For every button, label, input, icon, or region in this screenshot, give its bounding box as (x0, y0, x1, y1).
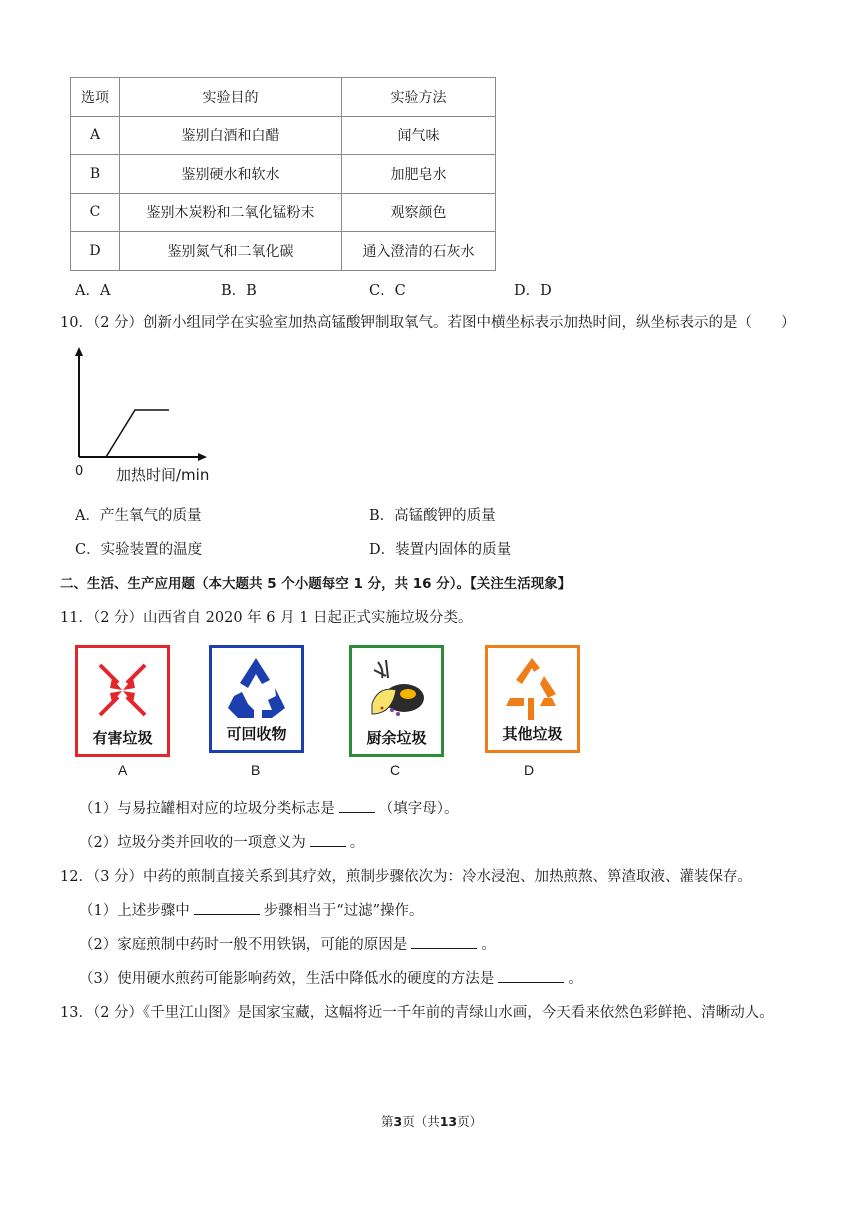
q12-sub1-text: （1）上述步骤中 (79, 903, 190, 919)
q11-sub2-text: （2）垃圾分类并回收的一项意义为 (79, 835, 306, 851)
footer-prefix: 第 (381, 1114, 394, 1129)
table-row (71, 193, 496, 232)
q12-sub3 (79, 967, 583, 988)
table-cell: 鉴别硬水和软水 (120, 155, 342, 194)
graph-x-label: 加热时间/min (116, 466, 210, 484)
sign-letter-a: A (118, 762, 128, 778)
q11-sub2-suffix: 。 (349, 835, 365, 851)
q12-sub1-suffix: 步骤相当于“过滤”操作。 (263, 903, 424, 919)
q12-sub3-text: （3）使用硬水煎药可能影响药效，生活中降低水的硬度的方法是 (79, 971, 495, 987)
other-waste-sign (485, 645, 580, 753)
table-row (71, 116, 496, 155)
recycle-icon (212, 648, 301, 728)
q9-option-a: A．A (75, 283, 111, 299)
page-number: 3 (393, 1114, 403, 1129)
table-cell: B (71, 155, 120, 194)
table-header-cell: 实验方法 (342, 78, 496, 117)
q10-option-d: D．装置内固体的质量 (369, 542, 512, 558)
hazardous-waste-sign (75, 645, 170, 757)
graph-origin-label: 0 (75, 464, 84, 479)
table-cell: D (71, 232, 120, 271)
q12-sub2 (79, 933, 496, 954)
sign-label: 厨余垃圾 (366, 729, 427, 747)
q10-stem: 10．（2 分）创新小组同学在实验室加热高锰酸钾制取氧气。若图中横坐标表示加热时间，纵坐标表示的是（ ） (60, 315, 796, 331)
table-cell: 鉴别氮气和二氧化碳 (120, 232, 342, 271)
table-cell: C (71, 193, 120, 232)
table-cell: 观察颜色 (342, 193, 496, 232)
answer-blank[interactable] (310, 834, 346, 847)
footer-suffix: 页） (457, 1114, 483, 1129)
q10-option-b: B．高锰酸钾的质量 (369, 508, 496, 524)
q9-option-c: C．C (369, 283, 406, 299)
q12-stem: 12．（3 分）中药的煎制直接关系到其疗效，煎制步骤依次为：冷水浸泡、加热煎熬、箅渣取液、灌装保存。 (60, 869, 753, 885)
sign-label: 有害垃圾 (92, 729, 153, 747)
x-axis-arrow (198, 453, 207, 461)
graph-curve (106, 410, 169, 457)
q12-sub2-suffix: 。 (481, 937, 496, 953)
q12-sub2-text: （2）家庭煎制中药时一般不用铁锅，可能的原因是 (79, 937, 408, 953)
sign-letter-d: D (524, 762, 535, 778)
footer-middle: 页（共 (402, 1114, 440, 1129)
answer-blank[interactable] (411, 936, 477, 949)
table-cell: 加肥皂水 (342, 155, 496, 194)
sign-label: 其他垃圾 (502, 725, 563, 743)
q11-sub1-text: （1）与易拉罐相对应的垃圾分类标志是 (79, 801, 335, 817)
q11-sub2 (79, 831, 364, 852)
experiment-table (70, 77, 496, 271)
q10-option-c: C．实验装置的温度 (75, 542, 203, 558)
q10-graph (66, 345, 226, 465)
table-cell: 通入澄清的石灰水 (342, 232, 496, 271)
sign-label: 可回收物 (226, 725, 287, 743)
table-header-cell: 实验目的 (120, 78, 342, 117)
answer-blank[interactable] (194, 902, 260, 915)
table-header-row (71, 78, 496, 117)
total-pages: 13 (439, 1114, 458, 1129)
q10-option-a: A．产生氧气的质量 (75, 508, 202, 524)
section-title: 二、生活、生产应用题（本大题共 5 个小题每空 1 分，共 16 分）。【关注生活现象】 (60, 576, 572, 592)
hazardous-icon (78, 648, 167, 728)
sign-letter-c: C (390, 762, 401, 778)
table-cell: 闻气味 (342, 116, 496, 155)
q9-option-b: B．B (221, 283, 257, 299)
sign-letter-b: B (251, 762, 261, 778)
q11-sub1-suffix: （填字母）。 (378, 801, 459, 817)
table-cell: A (71, 116, 120, 155)
q13-stem: 13．（2 分）《千里江山图》是国家宝藏，这幅将近一千年前的青绿山水画，今天看来依然色彩鲜艳、清晰动人。 (60, 1005, 774, 1021)
table-cell: 鉴别木炭粉和二氧化锰粉末 (120, 193, 342, 232)
q12-sub1 (79, 899, 424, 920)
table-row (71, 155, 496, 194)
kitchen-scraps-icon (352, 648, 441, 728)
kitchen-waste-sign-full (349, 645, 444, 757)
answer-blank[interactable] (339, 800, 375, 813)
recyclable-sign (209, 645, 304, 753)
q11-stem: 11．（2 分）山西省自 2020 年 6 月 1 日起正式实施垃圾分类。 (60, 610, 473, 626)
answer-blank[interactable] (498, 970, 564, 983)
table-header-cell: 选项 (71, 78, 120, 117)
q11-sub1 (79, 797, 458, 818)
q9-option-d: D．D (514, 283, 552, 299)
y-axis-arrow (75, 347, 83, 356)
table-cell: 鉴别白酒和白醋 (120, 116, 342, 155)
q12-sub3-suffix: 。 (568, 971, 583, 987)
other-waste-icon (488, 648, 577, 728)
table-row (71, 232, 496, 271)
page-footer (381, 1112, 482, 1130)
